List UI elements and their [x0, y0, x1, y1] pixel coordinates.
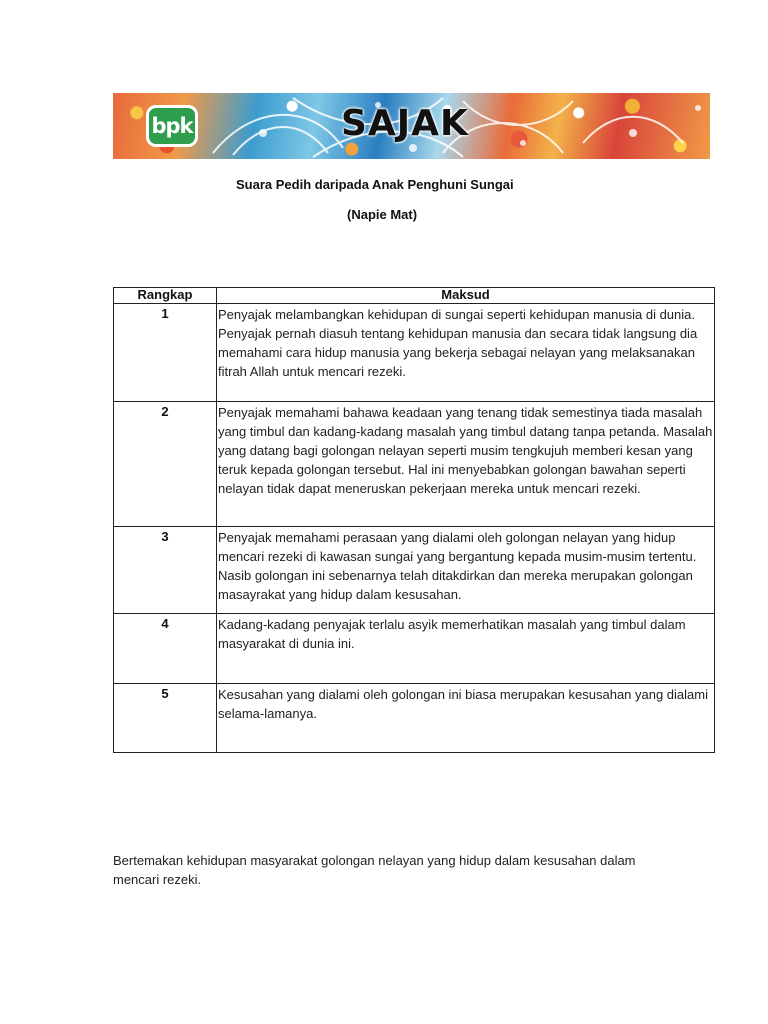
- rangkap-number: 3: [114, 527, 217, 614]
- table-row: [114, 614, 715, 684]
- header-banner: [113, 93, 710, 159]
- banner-title: SAJAK: [341, 103, 469, 144]
- header-maksud: Maksud: [217, 288, 715, 304]
- poet-name: (Napie Mat): [347, 207, 418, 222]
- table-row: [114, 402, 715, 527]
- table-row: [114, 527, 715, 614]
- rangkap-number: 5: [114, 684, 217, 753]
- rangkap-number: 1: [114, 304, 217, 402]
- theme-paragraph: Bertemakan kehidupan masyarakat golongan nelayan yang hidup dalam kesusahan dalam mencari rezeki.: [113, 853, 636, 887]
- maksud-text: Kesusahan yang dialami oleh golongan ini biasa merupakan kesusahan yang dialami selama-lamanya.: [217, 684, 715, 753]
- table-row: [114, 684, 715, 753]
- table-row: [114, 304, 715, 402]
- poem-title: Suara Pedih daripada Anak Penghuni Sungai: [236, 177, 514, 192]
- maksud-text: Penyajak memahami perasaan yang dialami oleh golongan nelayan yang hidup mencari rezeki di kawasan sungai yang bergantung kepada musim-musim tertentu. Nasib golongan ini sebenarnya telah ditakdirkan dan mereka merupakan golongan masayrakat yang hidup dalam kesusahan.: [217, 527, 715, 614]
- rangkap-number: 2: [114, 402, 217, 527]
- maksud-table: [113, 287, 715, 753]
- logo-text: bpk: [151, 114, 193, 138]
- maksud-text: Penyajak memahami bahawa keadaan yang tenang tidak semestinya tiada masalah yang timbul dan kadang-kadang masalah yang timbul datang tanpa petanda. Masalah yang datang bagi golongan nelayan seperti musim tengkujuh memberi kesan yang teruk kepada golongan tersebut. Hal ini menyebabkan golongan bawahan seperti nelayan tidak dapat meneruskan pekerjaan mereka untuk mencari rezeki.: [217, 402, 715, 527]
- header-rangkap: Rangkap: [114, 288, 217, 304]
- rangkap-number: 4: [114, 614, 217, 684]
- maksud-text: Kadang-kadang penyajak terlalu asyik memerhatikan masalah yang timbul dalam masyarakat di dunia ini.: [217, 614, 715, 684]
- maksud-text: Penyajak melambangkan kehidupan di sungai seperti kehidupan manusia di dunia. Penyajak pernah diasuh tentang kehidupan manusia dan secara tidak langsung dia memahami cara hidup manusia yang bekerja sebagai nelayan yang melaksanakan fitrah Allah untuk mencari rezeki.: [217, 304, 715, 402]
- table-header-row: [114, 288, 715, 304]
- bpk-logo: [146, 105, 198, 147]
